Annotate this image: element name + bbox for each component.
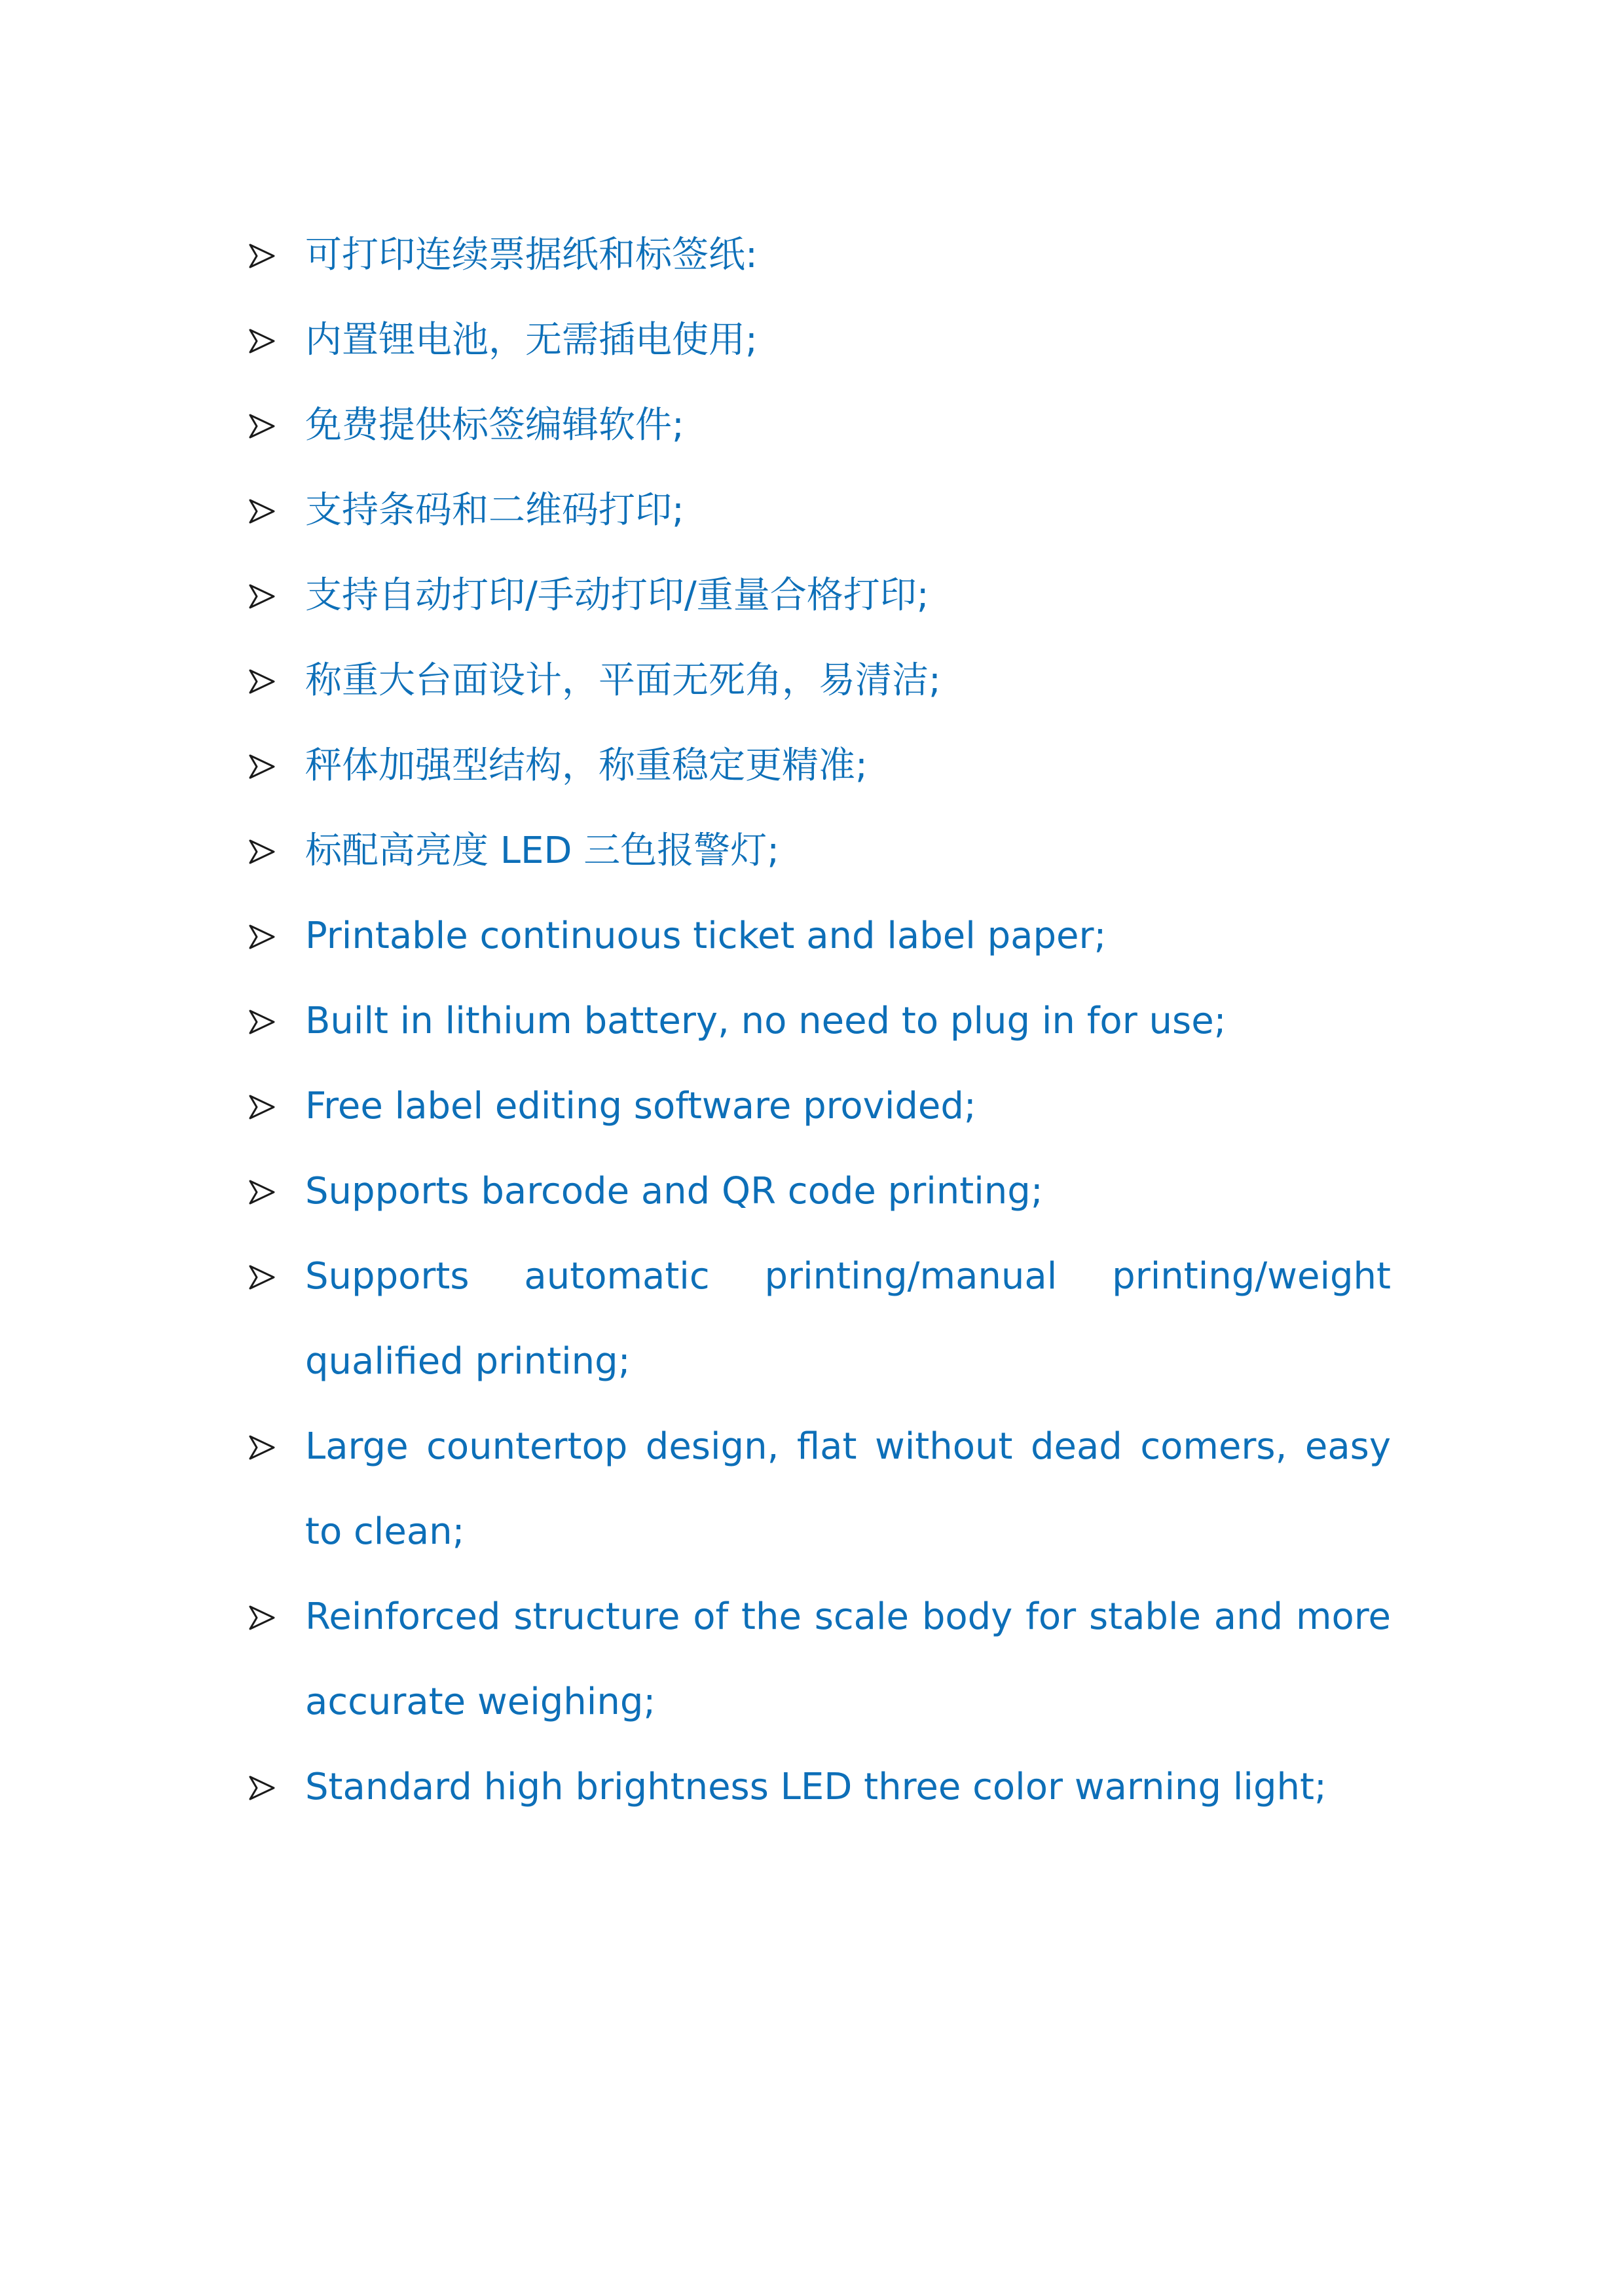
arrow-bullet-icon: [249, 1180, 275, 1205]
list-item-text: Built in lithium battery, no need to plug in for use;: [305, 1000, 1227, 1042]
list-item-text: 免费提供标签编辑软件;: [305, 404, 684, 446]
list-item: [244, 894, 1391, 979]
list-item: [244, 1745, 1391, 1830]
list-item-text: Reinforced structure of the scale body for stable and more accurate weighing;: [305, 1595, 1391, 1723]
feature-list: [244, 213, 1391, 1830]
arrow-bullet-icon: [249, 754, 275, 779]
arrow-bullet-icon: [249, 244, 275, 268]
list-item: [244, 468, 1391, 553]
arrow-bullet-icon: [249, 1776, 275, 1800]
list-item-text: Supports automatic printing/manual printing/weight qualified printing;: [305, 1255, 1391, 1383]
arrow-bullet-icon: [249, 669, 275, 694]
list-item: [244, 1404, 1391, 1575]
list-item-text: Large countertop design, flat without dead comers, easy to clean;: [305, 1425, 1391, 1553]
arrow-bullet-icon: [249, 1095, 275, 1120]
list-item: [244, 553, 1391, 638]
list-item-text: Free label editing software provided;: [305, 1085, 976, 1127]
list-item-text: 秤体加强型结构，称重稳定更精准;: [305, 744, 868, 787]
list-item-text: Standard high brightness LED three color warning light;: [305, 1766, 1327, 1808]
arrow-bullet-icon: [249, 1010, 275, 1034]
arrow-bullet-icon: [249, 329, 275, 354]
list-item-text: Supports barcode and QR code printing;: [305, 1170, 1043, 1212]
list-item: [244, 809, 1391, 894]
list-item: [244, 638, 1391, 723]
list-item: [244, 723, 1391, 809]
list-item: [244, 1234, 1391, 1404]
arrow-bullet-icon: [249, 839, 275, 864]
list-item-text: Printable continuous ticket and label paper;: [305, 915, 1107, 957]
arrow-bullet-icon: [249, 584, 275, 609]
list-item-text: 可打印连续票据纸和标签纸:: [305, 234, 758, 276]
list-item: [244, 1064, 1391, 1149]
arrow-bullet-icon: [249, 1265, 275, 1290]
list-item: [244, 298, 1391, 383]
list-item-text: 内置锂电池，无需插电使用;: [305, 319, 758, 361]
list-item-text: 支持自动打印/手动打印/重量合格打印;: [305, 574, 929, 617]
arrow-bullet-icon: [249, 1605, 275, 1630]
arrow-bullet-icon: [249, 1435, 275, 1460]
list-item-text: 标配高亮度 LED 三色报警灯;: [305, 829, 780, 872]
arrow-bullet-icon: [249, 924, 275, 949]
list-item: [244, 213, 1391, 298]
list-item-text: 支持条码和二维码打印;: [305, 489, 684, 532]
list-item: [244, 1575, 1391, 1745]
arrow-bullet-icon: [249, 499, 275, 524]
list-item-text: 称重大台面设计，平面无死角，易清洁;: [305, 659, 941, 702]
list-item: [244, 1149, 1391, 1234]
arrow-bullet-icon: [249, 414, 275, 439]
list-item: [244, 383, 1391, 468]
list-item: [244, 979, 1391, 1064]
